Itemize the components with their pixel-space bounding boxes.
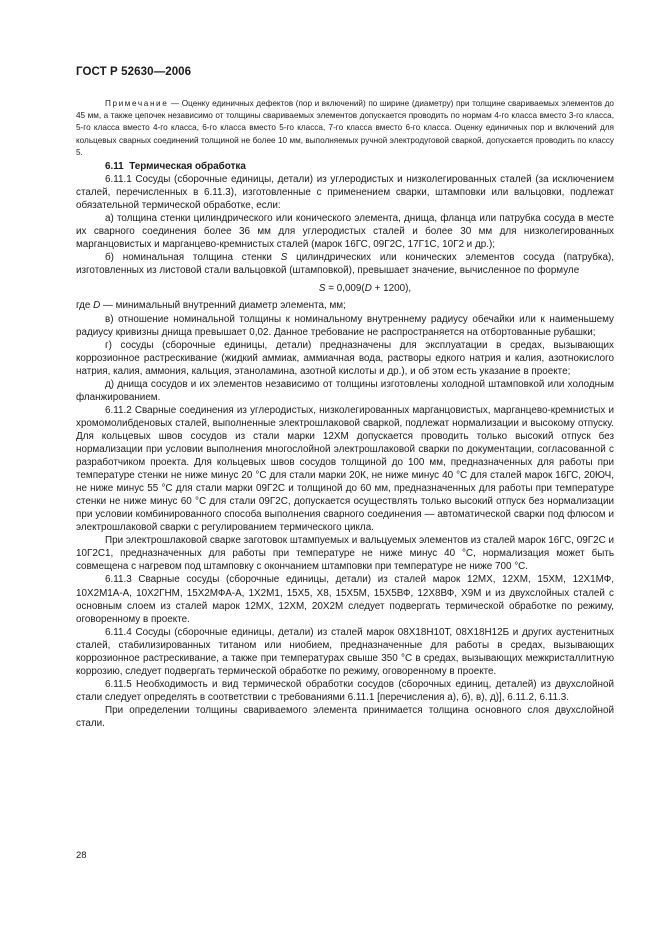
list-item-d: д) днища сосудов и их элементов независимо от толщины изготовлены холодной штамповкой или холодным фланжированием. xyxy=(76,378,614,403)
list-item-v: в) отношение номинальной толщины к номинальному внутреннему радиусу обечайки или к наименьшему радиусу кривизны днища превышает 0,02. Данное требование не распространяется на отбортованные рубашки; xyxy=(76,313,614,338)
paragraph-6-11-2-continued: При электрошлаковой сварке заготовок штампуемых и вальцуемых элементов из сталей марок 16ГС, 09Г2С и 10Г2С1, предназначенных для работы при температуре не ниже минус 40 °С, нормализация может быть совмещена с нагревом под штамповку с окончанием штамповки при температуре не ниже 700 °С. xyxy=(76,535,614,573)
formula: S = 0,009(D + 1200), xyxy=(318,283,412,295)
page-number: 28 xyxy=(76,850,87,861)
formula-explanation: где D — минимальный внутренний диаметр элемента, мм; xyxy=(76,300,346,312)
paragraph-6-11-4: 6.11.4 Сосуды (сборочные единицы, детали) из сталей марок 08Х18Н10Т, 08Х18Н12Б и других аустенитных сталей, стабилизированных титаном или ниобием, предназначенные для работы в средах, вызывающих коррозионное растрескивание, а также при температурах свыше 350 °С в средах, вызывающих межкристаллитную коррозию, следует подвергать термической обработке по режиму, оговоренному в проекте. xyxy=(76,626,614,677)
section-number: 6.11 xyxy=(105,161,124,172)
note-block xyxy=(76,98,614,159)
note-text: — Оценку единичных дефектов (пор и включений) по ширине (диаметру) при толщине свариваемых элементов до 45 мм, а также цепочек независимо от толщины свариваемых элементов допускается проводить по нормам 4-го класса вместо 3-го класса, 5-го класса вместо 4-го класса, 6-го класса вместо 5-го класса, 7-го класса вместо 6-го класса. Оценку единичных пор и включений для кольцевых сварных соединений толщиной не более 10 мм, выполняемых ручной электродуговой сваркой, допускается проводить по классу 5. xyxy=(76,99,614,157)
section-heading xyxy=(76,160,614,173)
note-label: Примечание xyxy=(105,99,169,108)
list-item-g: г) сосуды (сборочные единицы, детали) предназначены для эксплуатации в средах, вызывающих коррозионное растрескивание (жидкий аммиак, аммиачная вода, растворы едкого натрия и калия, азотнокислого натрия, калия, аммония, кальция, этаноламина, азотной кислоты и др.), и об этом есть указание в проекте; xyxy=(76,339,614,377)
note-paragraph xyxy=(76,98,614,159)
main-content xyxy=(76,160,614,730)
paragraph-6-11-5: 6.11.5 Необходимость и вид термической обработки сосудов (сборочных единиц, деталей) из двухслойной стали следует определять в соответствии с требованиями 6.11.1 [перечисления а), б), в), д)], 6.11.2, 6.11.3. xyxy=(76,678,614,703)
paragraph-6-11-1: 6.11.1 Сосуды (сборочные единицы, детали) из углеродистых и низколегированных сталей (за исключением сталей, перечисленных в 6.11.3), изготовленные с применением сварки, штамповки или вальцовки, подлежат обязательной термической обработке, если: xyxy=(76,174,614,212)
section-title: Термическая обработка xyxy=(129,161,246,172)
paragraph-6-11-2: 6.11.2 Сварные соединения из углеродистых, низколегированных марганцовистых, марганцево-кремнистых и хромомолибденовых сталей, выполненные электрошлаковой сваркой, подлежат нормализации и высокому отпуску. Для кольцевых швов сосудов из стали марки 12ХМ допускается проводить только высокий отпуск без нормализации при условии выполнения многослойной электрошлаковой сварки по документации, согласованной с разработчиком проекта. Для кольцевых швов сосудов толщиной до 100 мм, предназначенных для работы при температуре стенки не ниже минус 20 °С для стали марки 20К, не ниже минус 40 °С для сталей марок 16ГС, 20ЮЧ, не ниже минус 55 °С для стали марки 09Г2С и толщиной до 60 мм, предназначенных для работы при температуре стенки не ниже минус 60 °С для стали 09Г2С, допускается осуществлять только высокий отпуск без нормализации при условии комбинированного способа выполнения сварного соединения — автоматической сварки под флюсом и электрошлаковой сварки с регулированием термического цикла. xyxy=(76,404,614,534)
document-header: ГОСТ Р 52630—2006 xyxy=(76,66,192,78)
paragraph-6-11-5-continued: При определении толщины свариваемого элемента принимается толщина основного слоя двухслойной стали. xyxy=(76,704,614,729)
paragraph-6-11-3: 6.11.3 Сварные сосуды (сборочные единицы, детали) из сталей марок 12МХ, 12ХМ, 15ХМ, 12Х1МФ, 10Х2М1А-А, 10Х2ГНМ, 15Х2МФА-А, 1Х2М1, 15Х5, Х8, 15Х5М, 15Х5ВФ, 12Х8ВФ, Х9М и из двухслойных сталей с основным слоем из сталей марок 12МХ, 12ХМ, 20Х2М следует подвергать термической обработке по режиму, оговоренному в проекте. xyxy=(76,574,614,625)
list-item-a: а) толщина стенки цилиндрического или конического элемента, днища, фланца или патрубка сосуда в месте их сварного соединения более 36 мм для углеродистых сталей и более 30 мм для низколегированных марганцовистых и марганцево-кремнистых сталей (марок 16ГС, 09Г2С, 17Г1С, 10Г2 и др.); xyxy=(76,213,614,251)
list-item-b: б) номинальная толщина стенки S цилиндрических или конических элементов сосуда (патрубка), изготовленных из листовой стали вальцовкой (штамповкой), превышает значение, вычисленное по формуле xyxy=(76,252,614,277)
